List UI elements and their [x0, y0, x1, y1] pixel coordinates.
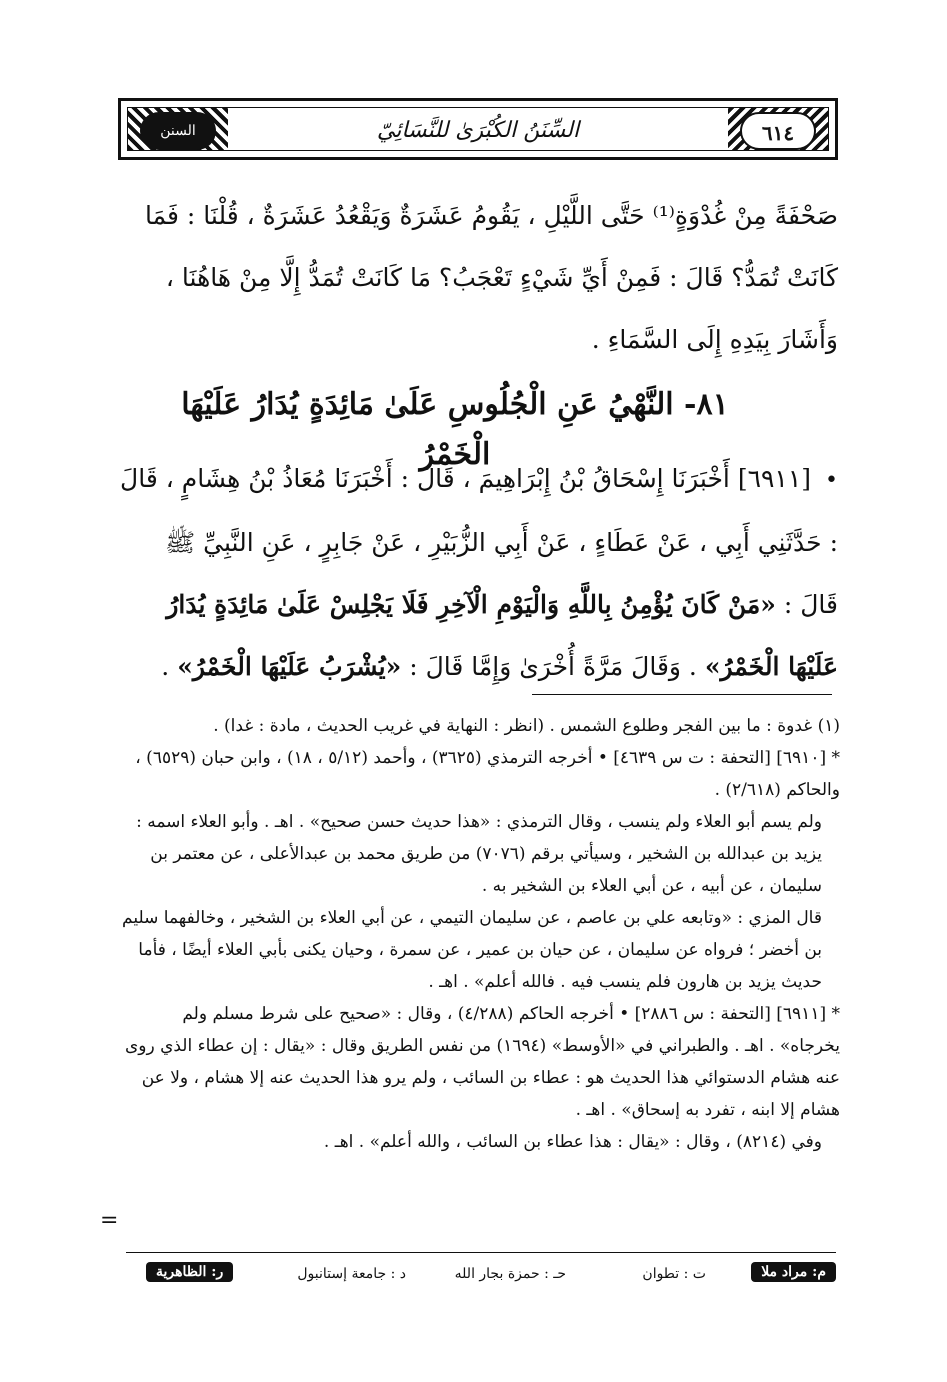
header-frame — [127, 107, 829, 177]
source-tetouan: ت : تطوان — [642, 1266, 706, 1282]
page-header — [118, 98, 838, 177]
hadith-matn: «مَنْ كَانَ يُؤْمِنُ بِاللَّهِ وَالْيَوْمِ الْآخِرِ فَلَا يَجْلِسْ عَلَىٰ مَائِدَةٍ يُدَارُ عَلَيْهَا الْخَمْرُ» — [166, 590, 838, 681]
hadith-connector: . وَقَالَ مَرَّةً أُخْرَىٰ وَإِمَّا قَالَ : — [409, 652, 697, 681]
source-tag-murad-molla: م: مراد ملا — [751, 1262, 836, 1282]
hadith-end: . — [161, 652, 170, 681]
page-number: ٦١٤ — [740, 112, 816, 150]
takhrij-6911: * [٦٩١١] [التحفة : س ٢٨٨٦] • أخرجه الحاكم (٤/٢٨٨) ، وقال : «صحيح على شرط مسلم ولم يخرجاه» . اهـ . والطبراني في «الأوسط» (١٦٩٤) من نفس الطريق وقال : «يقال : إن عطاء الذي روى عنه هشام الدستوائي هذا الحديث هو : عطاء بن السائب ، ولم يرو هذا الحديث عنه إلا هشام ، ولا عن هشام إلا ابنه ، تفرد به إسحاق» . اهـ . — [124, 1004, 840, 1120]
source-istanbul: د : جامعة إستانبول — [297, 1266, 406, 1282]
source-hamza: حـ : حمزة بجار الله — [454, 1266, 566, 1282]
hadith-paragraph — [120, 448, 838, 698]
chapter-heading: ٨١- النَّهْيُ عَنِ الْجُلُوسِ عَلَىٰ مَائِدَةٍ يُدَارُ عَلَيْهَا الْخَمْرُ — [181, 387, 729, 472]
book-title: السِّنَنُ الكُبْرَىٰ للنَّسَائِيّ — [376, 118, 580, 143]
hadith-isnad: [٦٩١١] أَخْبَرَنَا إِسْحَاقُ بْنُ إِبْرَاهِيمَ ، قَالَ : أَخْبَرَنَا مُعَاذُ بْنُ هِشَامٍ ، قَالَ : حَدَّثَنِي أَبِي ، عَنْ عَطَاءٍ ، عَنْ أَبِي الزُّبَيْرِ ، عَنْ جَابِرٍ ، عَنِ النَّبِيِّ ﷺ قَالَ : — [120, 464, 838, 619]
footnotes — [120, 710, 840, 1158]
continuation-mark: = — [100, 1208, 119, 1233]
bottom-divider — [126, 1252, 836, 1253]
takhrij-6911-note: وفي (٨٢١٤) ، وقال : «يقال : هذا عطاء بن السائب ، والله أعلم» . اهـ . — [323, 1132, 822, 1152]
book-logo-medallion: السنن الكبرى — [140, 112, 216, 150]
manuscript-sources — [126, 1262, 836, 1290]
takhrij-6910: * [٦٩١٠] [التحفة : ت س ٤٦٣٩] • أخرجه الترمذي (٣٦٢٥) ، وأحمد (٥/١٢ ، ١٨) ، وابن حبان (٦٥٢٩) ، والحاكم (٢/٦١٨) . — [135, 748, 840, 800]
takhrij-6910-note-1: ولم يسم أبو العلاء ولم ينسب ، وقال الترمذي : «هذا حديث حسن صحيح» . اهـ . وأبو العلاء اسمه : يزيد بن عبدالله بن الشخير ، وسيأتي برقم (٧٠٧٦) من طريق محمد بن عبدالأعلى ، عن معتمر بن سليمان ، عن أبيه ، عن أبي العلاء بن الشخير به . — [136, 812, 822, 896]
bullet-icon: • — [825, 468, 838, 493]
footnote-1: (١) غدوة : ما بين الفجر وطلوع الشمس . (انظر : النهاية في غريب الحديث ، مادة : غدا) . — [213, 716, 840, 736]
body-paragraph-1: صَحْفَةً مِنْ غُدْوَةٍ⁽¹⁾ حَتَّى اللَّيْلِ ، يَقُومُ عَشَرَةٌ وَيَقْعُدُ عَشَرَةٌ ، قُلْنَا : فَمَا كَانَتْ تُمَدُّ؟ قَالَ : فَمِنْ أَيِّ شَيْءٍ تَعْجَبُ؟ مَا كَانَتْ تُمَدُّ إِلَّا مِنْ هَاهُنَا ، وَأَشَارَ بِيَدِهِ إِلَى السَّمَاءِ . — [144, 201, 838, 354]
takhrij-6910-note-2: قال المزي : «وتابعه علي بن عاصم ، عن سليمان التيمي ، عن أبي العلاء بن الشخير ، وخالفهما سليم بن أخضر ؛ فرواه عن سليمان ، عن حيان بن عمير ، عن سمرة ، وحيان يكنى بأبي العلاء أيضًا ، فأما حديث يزيد بن هارون فلم ينسب فيه . فالله أعلم» . اهـ . — [122, 908, 822, 992]
source-tag-zahiriyya: ر: الظاهرية — [146, 1262, 233, 1282]
footnote-divider — [532, 694, 832, 695]
hadith-matn-2: «يُشْرَبُ عَلَيْهَا الْخَمْرُ» — [177, 652, 402, 681]
